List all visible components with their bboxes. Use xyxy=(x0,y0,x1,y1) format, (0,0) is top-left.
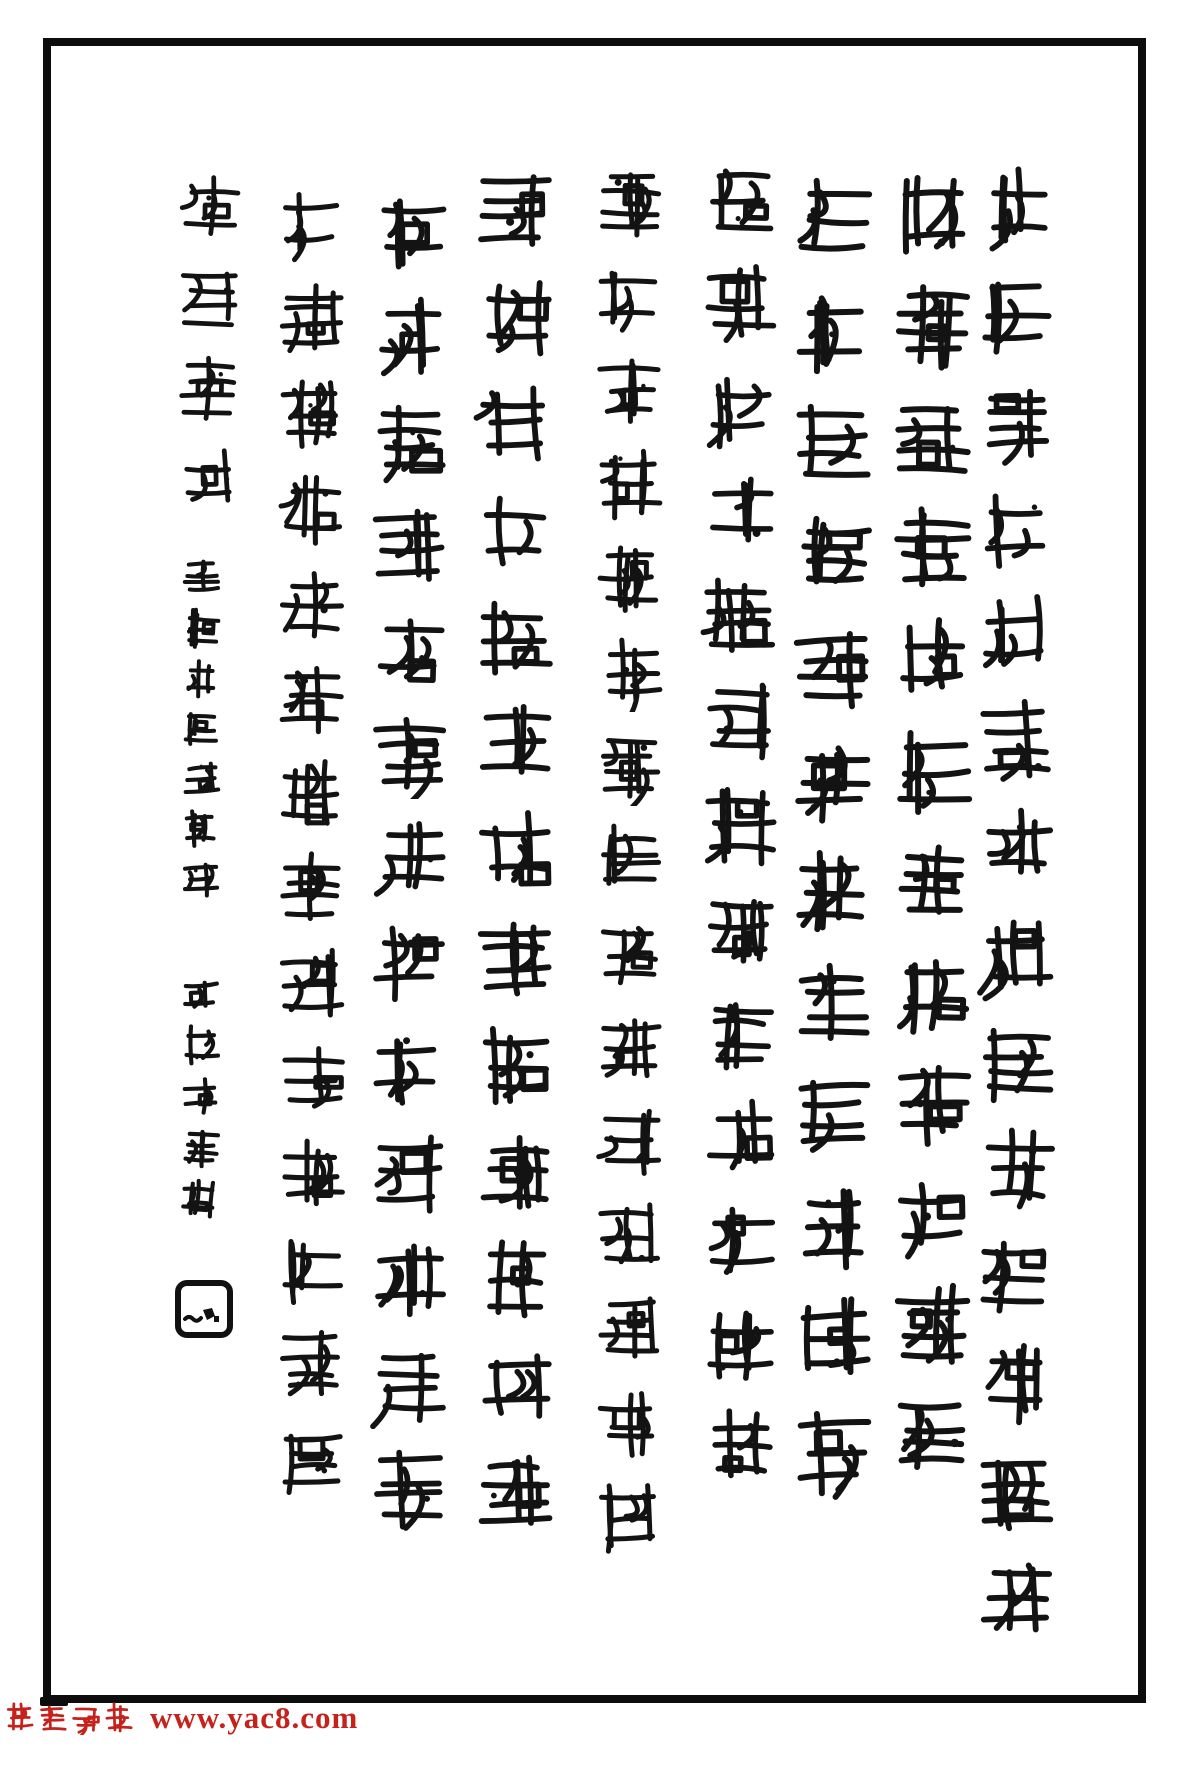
seal-character xyxy=(368,288,452,379)
seal-character xyxy=(974,374,1060,467)
seal-character xyxy=(472,163,558,256)
colophon-character xyxy=(178,972,224,1018)
artist-seal-stamp xyxy=(175,1280,233,1338)
seal-character xyxy=(275,848,350,929)
seal-character xyxy=(890,279,976,375)
seal-character xyxy=(974,1444,1060,1537)
seal-character xyxy=(790,172,876,268)
site-watermark xyxy=(4,1701,358,1741)
seal-character xyxy=(593,1384,667,1464)
seal-character xyxy=(790,284,876,380)
watermark-cjk-text xyxy=(4,1701,136,1735)
seal-character xyxy=(890,390,976,486)
seal-character xyxy=(974,1337,1060,1430)
seal-character xyxy=(275,943,350,1024)
seal-character xyxy=(275,563,350,644)
seal-character xyxy=(974,695,1060,788)
seal-character xyxy=(890,501,976,597)
seal-character xyxy=(790,620,876,716)
seal-character xyxy=(974,1230,1060,1323)
seal-character xyxy=(175,172,245,248)
seal-character xyxy=(790,1292,876,1388)
seal-character xyxy=(699,676,782,766)
seal-character xyxy=(790,1404,876,1500)
seal-character xyxy=(974,1016,1060,1109)
seal-character xyxy=(593,820,667,900)
seal-character xyxy=(593,1008,667,1088)
seal-character xyxy=(368,1338,452,1429)
seal-character xyxy=(275,658,350,739)
seal-character xyxy=(593,632,667,712)
seal-character xyxy=(368,1233,452,1324)
seal-character xyxy=(890,1389,976,1485)
colophon-character xyxy=(178,806,224,851)
seal-character xyxy=(275,1418,350,1499)
seal-character xyxy=(974,1123,1060,1216)
seal-character xyxy=(974,1551,1060,1644)
seal-character xyxy=(790,956,876,1052)
watermark-cjk-char xyxy=(4,1701,36,1735)
seal-character xyxy=(275,1323,350,1404)
seal-character xyxy=(593,444,667,524)
seal-character xyxy=(890,723,976,819)
seal-character xyxy=(593,538,667,618)
seal-character xyxy=(175,262,245,338)
colophon-character xyxy=(178,1074,224,1120)
seal-character xyxy=(699,260,782,350)
seal-character xyxy=(275,183,350,264)
seal-character xyxy=(472,1233,558,1326)
seal-character xyxy=(890,945,976,1041)
seal-character xyxy=(890,1056,976,1152)
seal-character xyxy=(593,256,667,336)
seal-character xyxy=(699,1300,782,1390)
seal-character xyxy=(368,498,452,589)
seal-character xyxy=(974,588,1060,681)
seal-character xyxy=(974,481,1060,574)
seal-character xyxy=(368,603,452,694)
colophon-character xyxy=(178,706,224,751)
colophon-character xyxy=(178,1176,224,1222)
seal-character xyxy=(790,508,876,604)
seal-character xyxy=(974,267,1060,360)
seal-character xyxy=(593,162,667,242)
seal-character xyxy=(890,168,976,264)
seal-character xyxy=(699,1196,782,1286)
seal-character xyxy=(275,1133,350,1214)
seal-character xyxy=(175,442,245,518)
colophon-character xyxy=(178,856,224,901)
seal-character xyxy=(472,591,558,684)
seal-character xyxy=(472,270,558,363)
seal-character xyxy=(472,377,558,470)
seal-character xyxy=(699,884,782,974)
seal-character xyxy=(699,572,782,662)
seal-character xyxy=(472,805,558,898)
seal-character xyxy=(593,350,667,430)
seal-character xyxy=(890,612,976,708)
seal-character xyxy=(890,1278,976,1374)
seal-character xyxy=(699,364,782,454)
seal-character xyxy=(368,813,452,904)
seal-character xyxy=(699,156,782,246)
seal-character xyxy=(275,278,350,359)
seal-character xyxy=(275,468,350,549)
seal-character xyxy=(790,396,876,492)
seal-character xyxy=(368,1023,452,1114)
colophon-character xyxy=(178,656,224,701)
seal-character xyxy=(699,988,782,1078)
colophon-character xyxy=(178,556,224,601)
watermark-cjk-char xyxy=(70,1701,102,1735)
seal-character xyxy=(275,1038,350,1119)
seal-character xyxy=(974,160,1060,253)
seal-character xyxy=(275,753,350,834)
seal-character xyxy=(890,834,976,930)
seal-character xyxy=(593,1478,667,1558)
seal-character xyxy=(790,844,876,940)
seal-character xyxy=(699,1404,782,1494)
colophon-character xyxy=(178,1023,224,1069)
seal-character xyxy=(472,1447,558,1540)
seal-character xyxy=(472,698,558,791)
seal-character xyxy=(699,1092,782,1182)
colophon-character xyxy=(178,1125,224,1171)
seal-character xyxy=(368,1443,452,1534)
seal-character xyxy=(368,918,452,1009)
seal-character xyxy=(472,484,558,577)
seal-character xyxy=(974,802,1060,895)
seal-character xyxy=(790,732,876,828)
seal-character xyxy=(472,1019,558,1112)
seal-character xyxy=(368,708,452,799)
seal-character xyxy=(472,912,558,1005)
seal-character xyxy=(368,183,452,274)
watermark-cjk-char xyxy=(37,1701,69,1735)
seal-character xyxy=(593,914,667,994)
seal-character xyxy=(175,352,245,428)
seal-character xyxy=(699,780,782,870)
seal-character xyxy=(368,393,452,484)
seal-character xyxy=(890,1167,976,1263)
seal-character xyxy=(472,1340,558,1433)
seal-character xyxy=(974,909,1060,1002)
watermark-cjk-char xyxy=(103,1701,135,1735)
seal-character xyxy=(593,1196,667,1276)
seal-character xyxy=(275,1228,350,1309)
seal-character xyxy=(593,726,667,806)
seal-character xyxy=(368,1128,452,1219)
seal-character xyxy=(593,1102,667,1182)
seal-character xyxy=(472,1126,558,1219)
seal-character xyxy=(699,468,782,558)
seal-character xyxy=(593,1290,667,1370)
seal-character xyxy=(275,373,350,454)
watermark-url: www.yac8.com xyxy=(150,1700,359,1735)
seal-character xyxy=(790,1068,876,1164)
seal-character xyxy=(790,1180,876,1276)
colophon-character xyxy=(178,606,224,651)
colophon-character xyxy=(178,756,224,801)
